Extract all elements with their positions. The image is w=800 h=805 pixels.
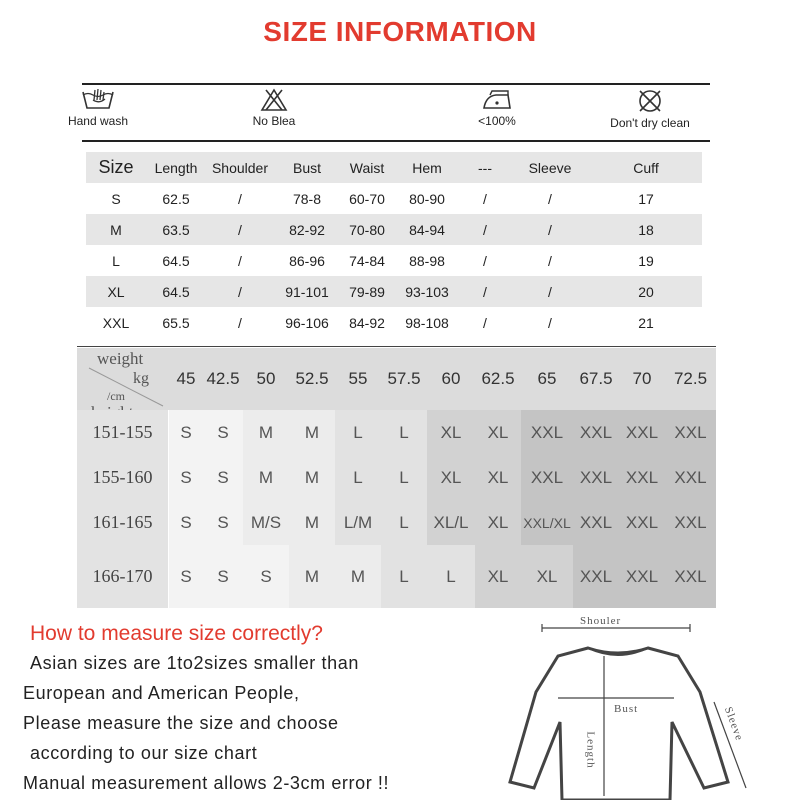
table-cell: 17 [638,190,654,207]
no-dry-clean-icon [636,88,664,114]
size-cell: L [381,500,427,545]
table-cell: 21 [638,314,654,331]
table-cell: 60-70 [349,190,385,207]
no-bleach-icon [260,88,288,112]
kg-label: kg [133,370,149,387]
size-cell: XL [475,455,521,500]
table-cell: 80-90 [409,190,445,207]
care-iron [459,88,535,128]
weight-header-cell: 55 [348,369,368,388]
table-row [86,214,702,245]
note-line: Asian sizes are 1to2sizes smaller than [30,653,359,673]
iron-icon [480,88,514,112]
table-row [86,307,702,338]
size-cell: M [243,455,289,500]
size-cell: L [427,545,475,608]
care-label: <100% [478,114,516,128]
size-cell: XXL/XL [521,500,573,545]
page-title: SIZE INFORMATION [263,16,537,47]
table-cell: 20 [638,283,654,300]
table-cell: XL [107,283,125,300]
table-cell: / [238,190,242,207]
size-cell: XL [427,410,475,455]
table-cell: 78-8 [292,190,322,207]
weight-height-size-grid [77,348,716,608]
weight-header-cell: 45 [176,369,196,388]
weight-header-cell: 67.5 [579,369,613,388]
column-header: Sleeve [528,159,572,176]
care-label: No Blea [252,114,296,128]
size-cell: L [381,410,427,455]
weight-label: weight [97,349,144,368]
table-cell: XXL [102,314,130,331]
table-cell: / [238,221,242,238]
weight-header-cell: 60 [441,369,461,388]
size-cell: S [169,545,203,608]
weight-header-cell: 62.5 [481,369,515,388]
table-cell: M [110,221,122,238]
table-header-row [86,152,702,183]
measurement-diagram [500,612,800,800]
size-cell: XXL [573,545,619,608]
table-cell: / [548,314,552,331]
table-cell: 93-103 [405,283,449,300]
size-cell: XL [427,455,475,500]
size-cell: M [289,545,335,608]
table-cell: 98-108 [405,314,449,331]
table-cell: 84-94 [409,221,445,238]
weight-header-cell: 72.5 [673,369,708,388]
table-row [86,276,702,307]
height-row-label: 155-160 [77,455,168,500]
corner-cell [77,348,168,410]
size-cell: M [243,410,289,455]
table-cell: / [483,283,487,300]
divider [82,83,710,85]
divider [82,140,710,142]
table-cell: / [548,252,552,269]
size-cell: XXL [521,455,573,500]
size-cell: XXL [573,500,619,545]
weight-header-cell: 57.5 [387,369,421,388]
column-header: Waist [349,159,385,176]
size-cell: XXL [573,455,619,500]
size-cell: S [169,455,203,500]
shirt-outline [500,612,800,800]
weight-header-cell: 42.5 [206,369,240,388]
table-cell: 64.5 [162,283,190,300]
size-cell: L [335,410,381,455]
table-cell: / [483,221,487,238]
cm-label: /cm [107,389,125,403]
size-cell: S [169,410,203,455]
column-header: Shoulder [211,159,269,176]
column-header: Length [154,159,198,176]
size-cell: XL [475,500,521,545]
table-cell: 18 [638,221,654,238]
size-cell: M [289,455,335,500]
weight-header-cell: 70 [632,369,652,388]
note-line: European and American People, [23,683,300,703]
table-cell: 88-98 [409,252,445,269]
shoulder-label: Shouler [580,615,622,627]
size-cell: XXL [521,410,573,455]
table-cell: 64.5 [162,252,190,269]
table-row [86,183,702,214]
size-cell: XXL [665,455,716,500]
hand-wash-icon [81,88,115,112]
size-cell: XXL [619,455,665,500]
size-cell: M [335,545,381,608]
table-cell: / [548,283,552,300]
size-cell: XL [475,410,521,455]
note-line: according to our size chart [30,743,258,763]
size-cell: XL/L [427,500,475,545]
size-cell: XXL [665,410,716,455]
note-line: Please measure the size and choose [23,713,339,733]
table-cell: 86-96 [289,252,325,269]
care-hand-wash [60,88,136,128]
size-cell: XXL [619,545,665,608]
divider [77,346,716,347]
table-cell: / [483,314,487,331]
table-cell: 63.5 [162,221,190,238]
how-to-measure-heading: How to measure size correctly? [30,622,323,645]
weight-header-cell: 52.5 [295,369,329,388]
column-header: Cuff [633,159,659,176]
table-cell: S [111,190,121,207]
sleeve-label: Sleeve [721,705,746,743]
table-cell: / [238,252,242,269]
size-cell: XXL [619,410,665,455]
size-cell: S [243,545,289,608]
size-cell: S [203,410,243,455]
table-cell: L [112,252,120,269]
table-cell: 91-101 [285,283,329,300]
size-cell: XXL [619,500,665,545]
height-row-label: 166-170 [77,545,168,608]
size-cell: XXL [665,500,716,545]
size-cell: S [203,500,243,545]
table-cell: 74-84 [349,252,385,269]
table-cell: 70-80 [349,221,385,238]
size-cell: L/M [335,500,381,545]
table-cell: / [548,221,552,238]
table-cell: / [483,252,487,269]
size-cell: M [289,500,335,545]
column-header: --- [478,159,492,176]
size-cell: XL [475,545,521,608]
size-cell: M [289,410,335,455]
size-cell: M/S [243,500,289,545]
bust-label: Bust [614,703,639,715]
table-cell: 65.5 [162,314,190,331]
table-row [86,245,702,276]
table-cell: / [238,314,242,331]
size-cell: S [169,500,203,545]
care-label: Don't dry clean [610,116,690,130]
note-line: Manual measurement allows 2-3cm error !! [23,773,390,793]
size-cell: XXL [665,545,716,608]
table-cell: 79-89 [349,283,385,300]
table-cell: 19 [638,252,654,269]
weight-header-cell: 50 [256,369,276,388]
size-cell: S [203,545,243,608]
size-cell: XL [521,545,573,608]
column-header: Size [98,157,134,177]
size-table [86,152,702,338]
care-label: Hand wash [67,114,129,128]
size-cell: L [381,455,427,500]
table-cell: 62.5 [162,190,190,207]
table-cell: / [238,283,242,300]
table-cell: / [548,190,552,207]
table-cell: 84-92 [349,314,385,331]
size-cell: XXL [573,410,619,455]
size-cell: S [203,455,243,500]
height-row-label: 151-155 [77,410,168,455]
care-no-dry-clean [600,88,700,130]
table-cell: 96-106 [285,314,329,331]
table-cell: 82-92 [289,221,325,238]
size-cell: L [381,545,427,608]
table-cell: / [483,190,487,207]
column-header: Hem [412,159,442,176]
height-row-label: 161-165 [77,500,168,545]
size-cell: L [335,455,381,500]
weight-header-cell: 65 [537,369,557,388]
care-no-bleach [236,88,312,128]
column-header: Bust [292,159,321,176]
length-label: Length [584,731,597,769]
